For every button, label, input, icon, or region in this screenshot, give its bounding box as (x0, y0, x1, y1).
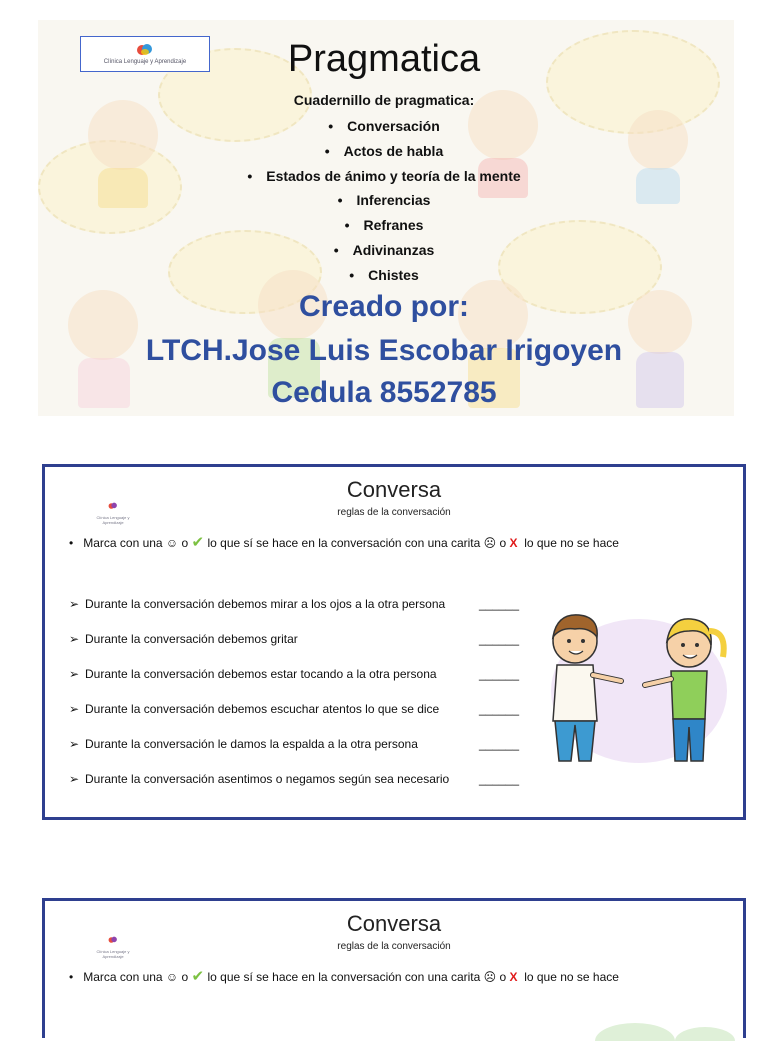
arrow-bullet-icon: ➢ (69, 667, 80, 681)
cross-icon: X (509, 970, 518, 984)
instruction-line: • Marca con una ☺ o ✔ lo que sí se hace en la conversación con una carita ☹ o X lo que no se hace (69, 968, 619, 985)
topic-list (0, 114, 768, 288)
list-item: • Chistes (349, 266, 419, 283)
list-item: • Refranes (344, 217, 424, 234)
worksheet-card (42, 898, 746, 1038)
list-item: ➢ Durante la conversación asentimos o negamos según sea necesario ______ (69, 770, 519, 805)
arrow-bullet-icon: ➢ (69, 702, 80, 716)
arrow-bullet-icon: ➢ (69, 597, 80, 611)
checkmark-icon: ✔ (191, 534, 205, 551)
list-item: ➢ Durante la conversación debemos estar tocando a la otra persona ______ (69, 665, 519, 700)
children-talking-illustration (539, 601, 729, 771)
worksheet-card (42, 464, 746, 820)
logo-caption: Clínica Lenguaje y Aprendizaje (103, 59, 187, 65)
checkmark-icon: ✔ (191, 968, 205, 985)
page-title: Pragmatica (287, 38, 481, 80)
rules-list (69, 595, 519, 805)
answer-blank[interactable]: ______ (478, 737, 519, 751)
answer-blank[interactable]: ______ (478, 597, 519, 611)
answer-blank[interactable]: ______ (478, 702, 519, 716)
list-item: ➢ Durante la conversación debemos mirar a los ojos a la otra persona ______ (69, 595, 519, 630)
list-item: ➢ Durante la conversación debemos escuchar atentos lo que se dice ______ (69, 700, 519, 735)
arrow-bullet-icon: ➢ (69, 737, 80, 751)
list-item: • Conversación (328, 118, 440, 134)
list-item: • Inferencias (337, 192, 431, 209)
license-number: Cedula 8552785 (271, 376, 497, 409)
cross-icon: X (509, 536, 518, 550)
worksheet-title: Conversa (346, 477, 442, 502)
worksheet-title: Conversa (346, 911, 442, 936)
instruction-line: • Marca con una ☺ o ✔ lo que sí se hace en la conversación con una carita ☹ o X lo que no se hace (69, 534, 619, 551)
created-by-label: Creado por: (298, 290, 469, 323)
answer-blank[interactable]: ______ (478, 667, 519, 681)
arrow-bullet-icon: ➢ (69, 772, 80, 786)
list-item: ➢ Durante la conversación debemos gritar ______ (69, 630, 519, 665)
logo-caption: Clínica Lenguaje y Aprendizaje (96, 515, 130, 525)
author-name: LTCH.Jose Luis Escobar Irigoyen (145, 334, 623, 367)
worksheet-subtitle: reglas de la conversación (337, 941, 451, 952)
list-item: • Adivinanzas (333, 241, 435, 258)
list-item: • Estados de ánimo y teoría de la mente (247, 167, 521, 184)
logo-caption: Clínica Lenguaje y Aprendizaje (96, 949, 130, 959)
list-item: • Actos de habla (324, 142, 444, 159)
worksheet-subtitle: reglas de la conversación (337, 507, 451, 518)
illustration-fragment (575, 1011, 735, 1041)
list-item: ➢ Durante la conversación le damos la espalda a la otra persona ______ (69, 735, 519, 770)
answer-blank[interactable]: ______ (478, 772, 519, 786)
answer-blank[interactable]: ______ (478, 632, 519, 646)
arrow-bullet-icon: ➢ (69, 632, 80, 646)
booklet-subtitle: Cuadernillo de pragmatica: (293, 92, 475, 108)
